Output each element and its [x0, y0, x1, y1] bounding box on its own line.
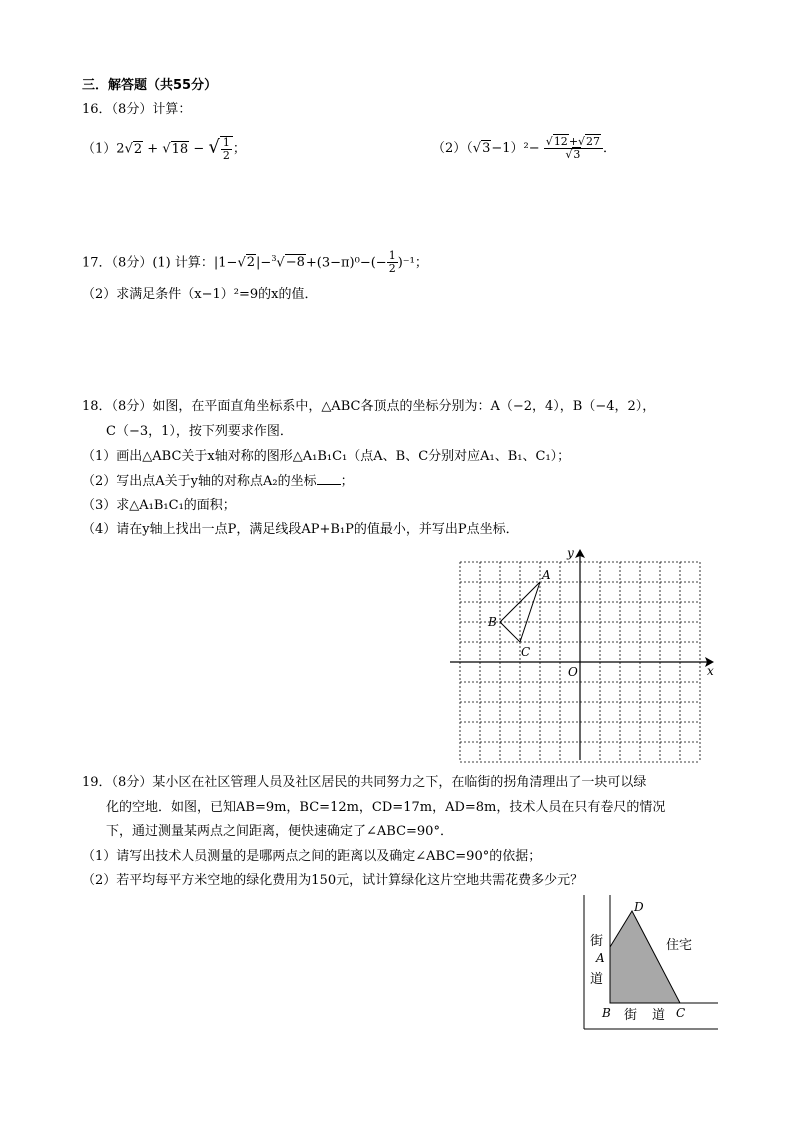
q17-frac-num: 1 — [388, 249, 396, 263]
point-b-label: B — [602, 1006, 611, 1020]
q16-p1-plus: + — [147, 141, 159, 157]
q16-p1-frac-den: 2 — [222, 149, 230, 162]
q16-p1-frac-num: 1 — [222, 136, 230, 149]
sqrt-sign-icon: √ — [124, 141, 133, 157]
q19-part1: （1）请写出技术人员测量的是哪两点之间的距离以及确定∠ABC=90°的依据； — [82, 849, 542, 864]
q17-abs-radicand: 2 — [246, 255, 256, 271]
point-c-label: C — [521, 645, 531, 659]
q19-stem-1: 19．（8分）某小区在社区管理人员及社区居民的共同努力之下，在临街的拐角清理出了一块可以绿 — [82, 775, 647, 790]
point-a-label: A — [596, 951, 605, 965]
street-label-jie-vertical: 街 — [590, 934, 604, 949]
street-corner-figure — [580, 895, 720, 1033]
point-d-label: D — [634, 900, 644, 914]
q16-part2 — [432, 136, 616, 161]
q16-p2-radicand-12: 12 — [553, 135, 568, 148]
y-axis-label: y — [567, 546, 574, 560]
point-b-label: B — [488, 615, 497, 629]
q16-p1-radicand-18: 18 — [171, 141, 189, 157]
q19-stem-2: 化的空地．如图，已知AB=9m，BC=12m，CD=17m，AD=8m，技术人员在只有卷尺的情况 — [106, 800, 666, 815]
q18-stem-2: C（−3，1），按下列要求作图． — [106, 424, 293, 439]
q16-p2-label: （2） — [432, 141, 467, 156]
q17-cbrt-index: 3 — [271, 254, 277, 263]
q16-p2-num-plus: + — [568, 135, 579, 148]
q19-stem-3: 下，通过测量某两点之间距离，便快速确定了∠ABC=90°． — [106, 824, 453, 839]
q16-p2-frac-num: √12+√27 — [544, 136, 603, 149]
street-label-jie-horizontal: 街 — [624, 1008, 638, 1023]
q16-p2-fraction — [544, 136, 603, 161]
q18-part2 — [82, 472, 354, 491]
q18-part2-text: （2）写出点A关于y轴的对称点A₂的坐标 — [82, 474, 317, 489]
sqrt-sign-icon: √ — [162, 141, 171, 157]
residence-label: 住宅 — [666, 938, 693, 953]
q16-p1-minus: − — [193, 141, 205, 157]
q16-p2-frac-den: √3 — [565, 148, 581, 161]
q18-part4: （4）请在y轴上找出一点P，满足线段AP+B₁P的值最小，并写出P点坐标． — [82, 522, 519, 537]
abs-bar-icon: | — [213, 255, 219, 271]
q16-p2-radicand-den: 3 — [573, 148, 581, 161]
q16-p1-coef: 2 — [116, 141, 125, 157]
q16-p1-radicand-2: 2 — [133, 141, 143, 157]
abs-bar-icon: | — [256, 255, 261, 271]
origin-label: O — [568, 665, 578, 679]
q18-part2-end: ； — [340, 474, 354, 489]
answer-blank[interactable] — [317, 472, 341, 485]
q17-cbrt-radicand: −8 — [285, 255, 305, 271]
q18-part1: （1）画出△ABC关于x轴对称的图形△A₁B₁C₁（点A、B、C分别对应A₁、B₁、C₁）； — [82, 449, 571, 464]
x-axis-label: x — [707, 664, 714, 678]
q19-part2: （2）若平均每平方米空地的绿化费用为150元，试计算绿化这片空地共需花费多少元？ — [82, 873, 584, 888]
street-label-dao-horizontal: 道 — [652, 1008, 666, 1023]
section-title: 三．解答题（共55分） — [82, 78, 218, 93]
sqrt-sign-icon: √ — [472, 141, 482, 156]
q16-stem: 16．（8分）计算： — [82, 102, 192, 117]
q17-minus: − — [260, 255, 272, 271]
q16-part1 — [82, 136, 246, 162]
q17-tail: )⁻¹； — [397, 255, 428, 271]
q17-part1 — [82, 250, 428, 275]
q16-p2-close: −1）²− — [491, 141, 540, 156]
q16-p2-radicand-3: 3 — [482, 141, 491, 156]
sqrt-sign-icon: √ — [276, 255, 285, 271]
q16-p2-end: ． — [603, 141, 617, 156]
street-label-dao-vertical: 道 — [590, 972, 604, 987]
q18-part3: （3）求△A₁B₁C₁的面积； — [82, 498, 236, 513]
q17-part2: （2）求满足条件（x−1）²=9的x的值． — [82, 287, 318, 302]
q16-p1-label: （1） — [82, 141, 117, 157]
q17-abs-inner: 1− — [218, 255, 238, 271]
q16-p2-open: （ — [466, 141, 473, 156]
q16-p2-radicand-27: 27 — [586, 135, 601, 148]
q17-frac-den: 2 — [388, 262, 396, 276]
q16-p1-end: ； — [232, 141, 246, 157]
point-a-label: A — [542, 568, 551, 582]
q17-stem: 17．（8分）(1) 计算： — [82, 255, 214, 271]
point-c-label: C — [676, 1006, 686, 1020]
q18-stem-1: 18．（8分）如图，在平面直角坐标系中，△ABC各顶点的坐标分别为：A（−2，4），B（−4，2）， — [82, 399, 656, 414]
q17-rest: +(3−π)⁰−(− — [305, 255, 387, 271]
sqrt-sign-icon: √ — [237, 255, 246, 271]
sqrt-sign-icon: √ — [208, 136, 220, 158]
green-space-quadrilateral — [610, 911, 680, 1003]
q16-p1-fraction — [220, 136, 233, 162]
q17-fraction — [387, 250, 398, 275]
coordinate-grid — [450, 545, 725, 767]
